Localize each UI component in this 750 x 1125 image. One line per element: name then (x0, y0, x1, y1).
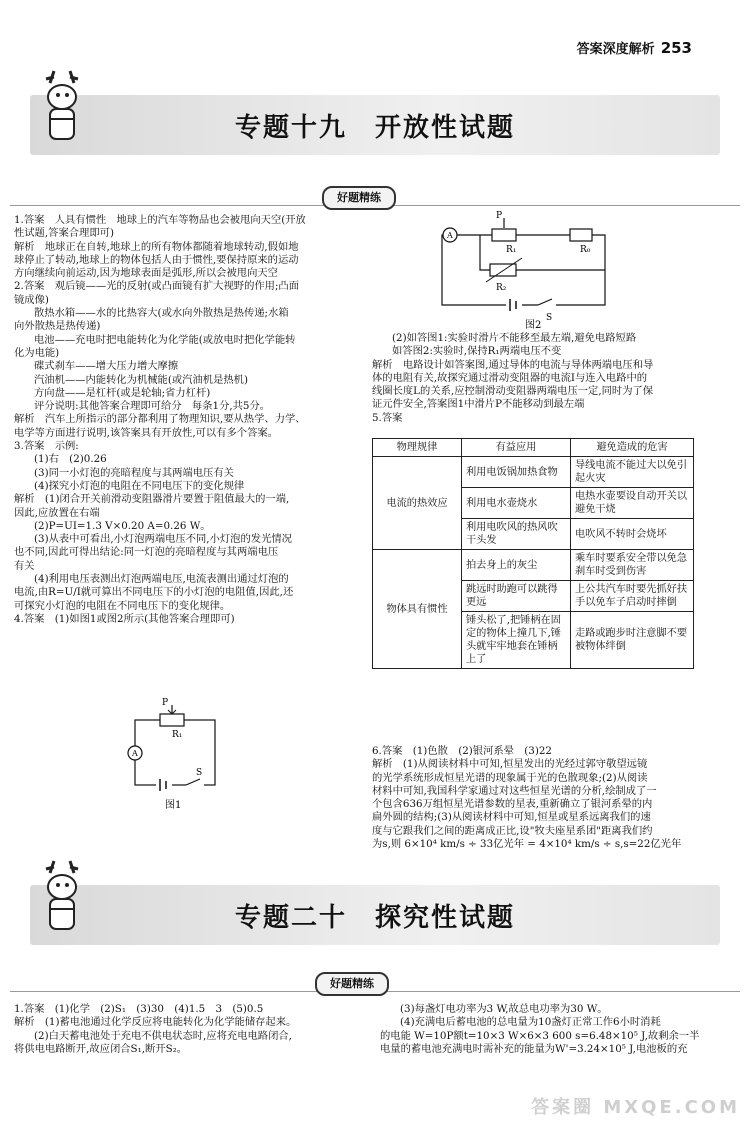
section-name: 答案深度解析 (576, 42, 655, 57)
text-line: 6.答案 (1)色散 (2)银河系晕 (3)22 (372, 745, 552, 757)
label-r2: R₂ (496, 283, 507, 293)
physics-law-table (372, 438, 694, 669)
table-group-cell: 电流的热效应 (373, 457, 462, 550)
text-line: 个包含636万组恒星光谱参数的星表,重新确立了银河系晕的内 (372, 798, 653, 811)
text-line: (4)充满电后蓄电池的总电量为10盏灯正常工作6小时消耗 (400, 1016, 661, 1029)
right-column-bottom (372, 745, 732, 851)
table-header: 物理规律 (373, 439, 462, 457)
text-line: 也不同,因此可得出结论:同一灯泡的亮暗程度与其两端电压 (14, 546, 279, 559)
figure-1-circuit (120, 695, 230, 815)
text-line: 解析 电路设计如答案图,通过导体的电流与导体两端电压和导 (372, 358, 654, 371)
text-line: 方向继续向前运动,因为地球表面是弧形,所以会被甩向天空 (14, 267, 278, 280)
label-s: S (546, 313, 553, 323)
text-line: 评分说明:其他答案合理即可给分 每条1分,共5分。 (34, 400, 271, 413)
right-column-top (372, 332, 732, 425)
table-header: 有益应用 (462, 439, 571, 457)
table-cell: 导线电流不能过大以免引起火灾 (571, 457, 694, 488)
text-line: 2.答案 观后镜——光的反射(或凸面镜有扩大视野的作用;凸面 (14, 280, 300, 293)
table-cell: 拍去身上的灰尘 (462, 550, 571, 581)
watermark: 答案圈 MXQE.COM (531, 1097, 740, 1118)
table-cell: 利用电吹风的热风吹干头发 (462, 519, 571, 550)
label-p: P (496, 211, 503, 221)
text-line: 解析 (1)闭合开关前滑动变阻器滑片要置于阻值最大的一端, (14, 493, 290, 506)
text-line: 有关 (14, 559, 35, 572)
text-line: 解析 (1)从阅读材料中可知,恒星发出的光经过郭守敬望远镜 (372, 758, 648, 771)
table-cell: 利用电饭锅加热食物 (462, 457, 571, 488)
text-line: 将供电电路断开,故应闭合S₁,断开S₂。 (14, 1042, 188, 1055)
text-line: 碟式刹车——增大压力增大摩擦 (34, 360, 179, 373)
table-row (373, 550, 694, 581)
table-row (373, 457, 694, 488)
text-line: 球停止了转动,地球上的物体包括人由于惯性,要保持原来的运动 (14, 253, 299, 266)
rheostat-r2 (490, 264, 516, 276)
text-line: 因此,应放置在右端 (14, 506, 100, 519)
text-line: 体的电阻有关,故探究通过滑动变阻器的电流I与连入电路中的 (372, 371, 648, 384)
rheostat-r1 (492, 229, 516, 241)
text-line: (2)如答图1:实验时滑片不能移至最左端,避免电路短路 (392, 332, 637, 344)
topic20-banner (30, 885, 720, 945)
text-line: 度与它跟我们之间的距离成正比,设"牧夫座星系团"距离我们约 (372, 824, 653, 837)
text-line: 散热水箱——水的比热容大(或水向外散热是热传递;水箱 (34, 307, 289, 320)
text-line: 扁外圆的结构;(3)从阅读材料中可知,恒星或星系远离我们的速 (372, 811, 651, 824)
text-line: 可探究小灯泡的电阻在不同电压下的变化规律。 (14, 599, 231, 612)
label-r0: R₀ (580, 245, 591, 255)
topic20-title: 专题二十 探究性试题 (234, 903, 515, 933)
running-header (577, 38, 692, 57)
rheostat-r1 (160, 714, 184, 726)
text-line: 方向盘——是杠杆(或是轮轴;省力杠杆) (34, 386, 211, 399)
figure-1-caption: 图1 (165, 800, 182, 811)
text-line: 解析 汽车上所指示的部分都利用了物理知识,要从热学、力学、 (14, 413, 306, 426)
label-a: A (447, 231, 453, 240)
text-line: 5.答案 (372, 411, 403, 424)
bottom-right-column (380, 1003, 720, 1056)
text-line: (1)右 (2)0.26 (34, 453, 107, 466)
table-cell: 锤头松了,把锤柄在固定的物体上撞几下,锤头就牢牢地套在锤柄上了 (462, 612, 571, 669)
text-line: (3)每盏灯电功率为3 W,故总电功率为30 W。 (400, 1003, 608, 1015)
text-line: (3)从表中可看出,小灯泡两端电压不同,小灯泡的发光情况 (34, 533, 292, 546)
text-line: 电学等方面进行说明,该答案具有开放性,可以有多个答案。 (14, 426, 278, 439)
text-line: (3)同一小灯泡的亮暗程度与其两端电压有关 (34, 466, 234, 479)
table-cell: 上公共汽车时要先抓好扶手以免车子启动时摔倒 (571, 581, 694, 612)
figure-2-circuit (430, 210, 630, 330)
topic19-title: 专题十九 开放性试题 (234, 113, 515, 143)
text-line: 的光学系统形成恒星光谱的现象属于光的色散现象;(2)从阅读 (372, 771, 648, 784)
text-line: (4)利用电压表测出灯泡两端电压,电流表测出通过灯泡的 (34, 573, 289, 586)
table-cell: 乘车时要系安全带以免急刹车时受到伤害 (571, 550, 694, 581)
label-r1: R₁ (172, 730, 183, 740)
text-line: 解析 地球正在自转,地球上的所有物体都随着地球转动,假如地 (14, 240, 299, 253)
label-s: S (196, 768, 203, 778)
bottom-left-column (14, 1003, 366, 1056)
text-line: (2)白天蓄电池处于充电不供电状态时,应将充电电路闭合, (34, 1029, 292, 1042)
text-line: 1.答案 人具有惯性 地球上的汽车等物品也会被甩向天空(开放 (14, 214, 306, 226)
text-line: 如答图2:实验时,保持R₁两端电压不变 (392, 345, 562, 358)
table-cell: 电吹风不转时会烧坏 (571, 519, 694, 550)
figure-2-caption: 图2 (525, 320, 542, 330)
text-line: (2)P=UI=1.3 V×0.20 A=0.26 W。 (34, 519, 211, 532)
text-line: 电流,由R=U/I就可算出不同电压下的小灯泡的电阻值,因此,还 (14, 586, 294, 599)
table-header: 避免造成的危害 (571, 439, 694, 457)
text-line: 的电能 W=10P额t=10×3 W×6×3 600 s=6.48×10⁵ J,故剩余一半 (380, 1029, 700, 1042)
resistor-r0 (570, 229, 592, 241)
text-line: 向外散热是热传递) (14, 320, 101, 333)
label-a: A (132, 749, 138, 758)
left-column (14, 214, 364, 626)
text-line: 线圈长度L的关系,应控制滑动变阻器两端电压一定,同时为了保 (372, 385, 654, 398)
text-line: 电池——充电时把电能转化为化学能(或放电时把化学能转 (34, 333, 296, 346)
text-line: 证元件安全,答案图1中滑片P不能移动到最左端 (372, 398, 585, 411)
topic19-banner (30, 95, 720, 155)
table-cell: 走路或跑步时注意脚不要被物体绊倒 (571, 612, 694, 669)
table-cell: 电热水壶要设自动开关以避免干烧 (571, 488, 694, 519)
text-line: 解析 (1)蓄电池通过化学反应将电能转化为化学能储存起来。 (14, 1016, 297, 1029)
table-cell: 跳远时助跑可以跳得更远 (462, 581, 571, 612)
text-line: 镜成像) (14, 293, 49, 306)
label-p: P (162, 698, 169, 708)
table-cell: 利用电水壶烧水 (462, 488, 571, 519)
topic20-badge: 好题精练 (315, 972, 389, 996)
topic19-badge: 好题精练 (322, 186, 396, 210)
text-line: 汽油机——内能转化为机械能(或汽油机是热机) (34, 373, 248, 386)
table-group-cell: 物体具有惯性 (373, 550, 462, 669)
text-line: 电量的蓄电池充满电时需补充的能量为W'=3.24×10⁵ J,电池板的充 (380, 1042, 688, 1055)
text-line: 化为电能) (14, 346, 60, 359)
label-r1: R₁ (506, 245, 517, 255)
text-line: 4.答案 (1)如图1或图2所示(其他答案合理即可) (14, 612, 235, 625)
text-line: 3.答案 示例: (14, 440, 79, 453)
text-line: 性试题,答案合理即可) (14, 227, 114, 240)
text-line: (4)探究小灯泡的电阻在不同电压下的变化规律 (34, 479, 245, 492)
text-line: 材料中可知,我国科学家通过对这些恒星光谱的分析,绘制成了一 (372, 784, 657, 797)
text-line: 为s,则 6×10⁴ km/s ÷ 33亿光年 = 4×10⁴ km/s ÷ s,s=22亿光年 (372, 838, 682, 851)
text-line: 1.答案 (1)化学 (2)S₁ (3)30 (4)1.5 3 (5)0.5 (14, 1003, 264, 1015)
page-number: 253 (660, 39, 692, 57)
